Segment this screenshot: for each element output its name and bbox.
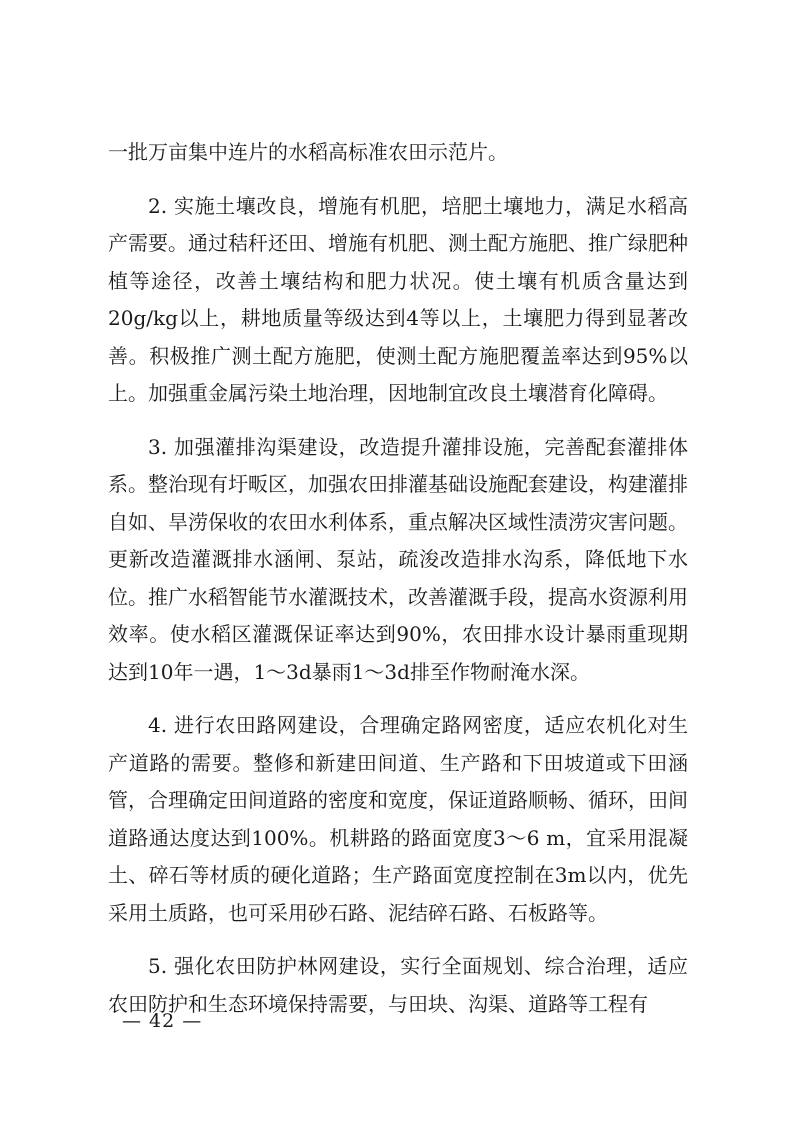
paragraph-item-3: 3. 加强灌排沟渠建设，改造提升灌排设施，完善配套灌排体系。整治现有圩畈区，加强农田排灌基础设施配套建设，构建灌排自如、旱涝保收的农田水利体系，重点解决区域性渍涝灾害问题。更新改造灌溉排水涵闸、泵站，疏浚改造排水沟系，降低地下水位。推广水稻智能节水灌溉技术，改善灌溉手段，提高水资源利用效率。使水稻区灌溉保证率达到90%，农田排水设计暴雨重现期达到10年一遇，1～3d暴雨1～3d排至作物耐淹水深。 xyxy=(108,434,688,684)
paragraph-item-5: 5. 强化农田防护林网建设，实行全面规划、综合治理，适应农田防护和生态环境保持需要，与田块、沟渠、道路等工程有 xyxy=(108,954,688,1016)
page-number: — 42 — xyxy=(122,1010,203,1032)
paragraph-item-4: 4. 进行农田路网建设，合理确定路网密度，适应农机化对生产道路的需要。整修和新建田间道、生产路和下田坡道或下田涵管，合理确定田间道路的密度和宽度，保证道路顺畅、循环，田间道路通达度达到100%。机耕路的路面宽度3～6 m，宜采用混凝土、碎石等材质的硬化道路；生产路面宽度控制在3m以内，优先采用土质路，也可采用砂石路、泥结碎石路、石板路等。 xyxy=(108,713,688,925)
paragraph-continuation: 一批万亩集中连片的水稻高标准农田示范片。 xyxy=(108,140,508,164)
body-text xyxy=(108,134,688,1023)
paragraph-item-2: 2. 实施土壤改良，增施有机肥，培肥土壤地力，满足水稻高产需要。通过秸秆还田、增施有机肥、测土配方施肥、推广绿肥种植等途径，改善土壤结构和肥力状况。使土壤有机质含量达到20g/kg以上，耕地质量等级达到4等以上，土壤肥力得到显著改善。积极推广测土配方施肥，使测土配方施肥覆盖率达到95%以上。加强重金属污染土地治理，因地制宜改良土壤潜育化障碍。 xyxy=(108,193,688,405)
